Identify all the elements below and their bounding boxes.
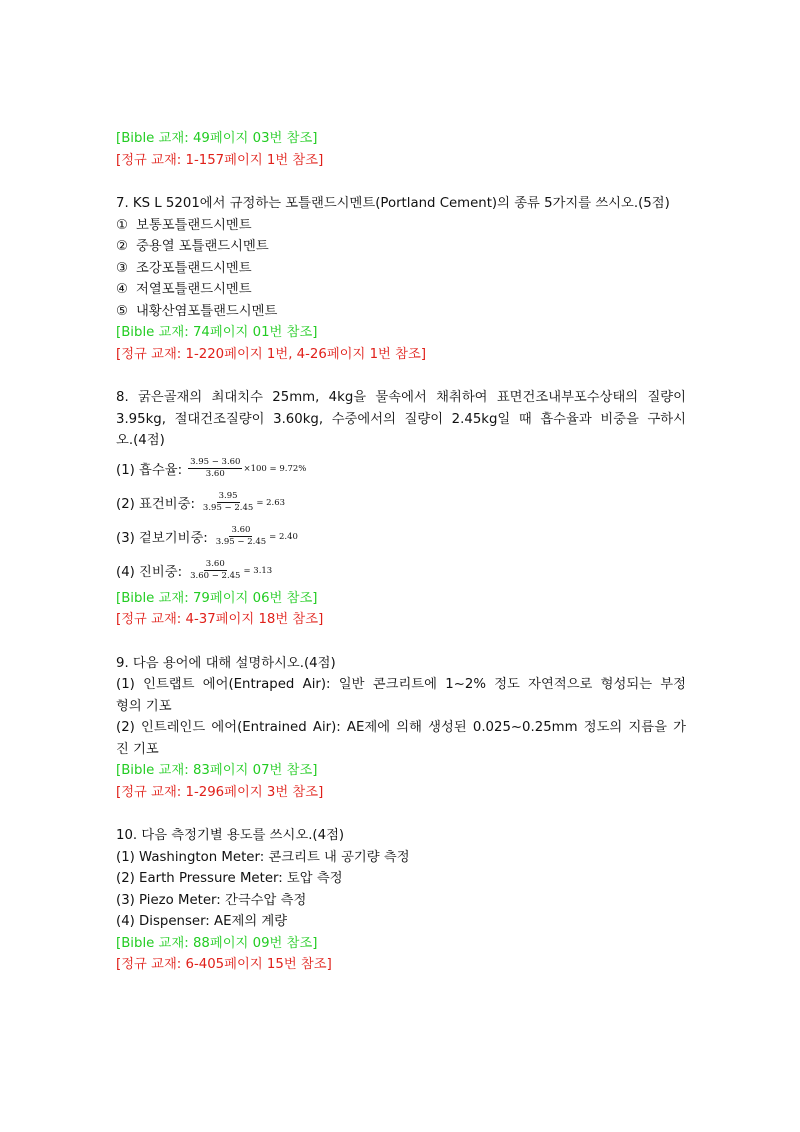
- fraction: [188, 457, 242, 480]
- q10-item-4: (4) Dispenser: AE제의 계량: [116, 914, 288, 929]
- q10-item-3: (3) Piezo Meter: 간극수압 측정: [116, 892, 307, 908]
- q9-item-1-line-2: 형의 기포: [116, 698, 172, 714]
- q8-question-line-1: 8. 굵은골재의 최대치수 25mm, 4kg을 물속에서 채취하여 표면건조내부포수상태의 질량이: [116, 390, 686, 405]
- q10-question: 10. 다음 측정기별 용도를 쓰시오.(4점): [116, 828, 345, 843]
- formula-label: (1) 흡수율:: [116, 463, 183, 478]
- q7-item-5: [116, 301, 686, 323]
- q10-item-1: (1) Washington Meter: 콘크리트 내 공기량 측정: [116, 849, 410, 865]
- q9-question: 9. 다음 용어에 대해 설명하시오.(4점): [116, 655, 336, 671]
- q9-bible-reference: [Bible 교재: 83페이지 07번 참조]: [116, 763, 318, 778]
- fraction: [214, 525, 268, 548]
- q7-item-3-mark: ③: [116, 260, 128, 276]
- q8-formula-bulk-gravity: [116, 520, 686, 554]
- fraction-numerator: 3.60: [205, 559, 225, 569]
- q7-item-5-mark: ⑤: [116, 303, 128, 319]
- formula-result: = 2.63: [256, 497, 286, 508]
- fraction-numerator: 3.95 − 3.60: [190, 457, 241, 467]
- q7-item-3-text: 조강포틀랜드시멘트: [136, 260, 252, 276]
- q9-regular-reference: [정규 교재: 1-296페이지 3번 참조]: [116, 784, 324, 800]
- q7-item-2-mark: ②: [116, 239, 128, 254]
- formula-result: ×100 = 9.72%: [243, 463, 307, 474]
- fraction-denominator: 3.95 − 2.45: [202, 503, 254, 513]
- fraction-denominator: 3.60: [205, 469, 225, 479]
- formula-label: (2) 표건비중:: [116, 497, 195, 512]
- q8-formula-ssd-gravity: [116, 486, 686, 520]
- q9-item-2-line-1: (2) 인트레인드 에어(Entrained Air): AE제에 의해 생성된 0.025~0.25mm 정도의 지름을 가: [116, 720, 686, 735]
- q10-regular-reference: [정규 교재: 6-405페이지 15번 참조]: [116, 957, 332, 972]
- fraction: [188, 559, 242, 582]
- spacer: [116, 365, 686, 387]
- q7-regular-reference: [정규 교재: 1-220페이지 1번, 4-26페이지 1번 참조]: [116, 346, 427, 362]
- q7-question: 7. KS L 5201에서 규정하는 포틀랜드시멘트(Portland Cement)의 종류 5가지를 쓰시오.(5점): [116, 196, 670, 211]
- q7-item-4-text: 저열포틀랜드시멘트: [136, 282, 252, 297]
- q7-item-4: [116, 279, 686, 301]
- document-page: [116, 128, 686, 976]
- spacer: [116, 803, 686, 825]
- q8-regular-reference: [정규 교재: 4-37페이지 18번 참조]: [116, 612, 324, 627]
- spacer: [116, 171, 686, 193]
- q7-item-1-text: 보통포틀랜드시멘트: [136, 217, 252, 233]
- fraction-numerator: 3.95: [218, 491, 238, 501]
- q6-bible-reference: [Bible 교재: 49페이지 03번 참조]: [116, 131, 318, 146]
- q8-formula-apparent-gravity: [116, 554, 686, 588]
- fraction-denominator: 3.60 − 2.45: [190, 571, 241, 581]
- q6-regular-reference: [정규 교재: 1-157페이지 1번 참조]: [116, 152, 324, 168]
- q8-question-line-3: 오.(4점): [116, 433, 165, 448]
- q9-item-1-line-1: (1) 인트랩트 에어(Entraped Air): 일반 콘크리트에 1~2% 정도 자연적으로 형성되는 부정: [116, 677, 686, 692]
- formula-result: = 2.40: [269, 531, 298, 542]
- fraction: [201, 491, 255, 514]
- q10-bible-reference: [Bible 교재: 88페이지 09번 참조]: [116, 935, 318, 951]
- q7-item-5-text: 내황산염포틀랜드시멘트: [136, 303, 278, 319]
- q7-item-2: [116, 236, 686, 258]
- q7-item-1: [116, 215, 686, 237]
- q7-bible-reference: [Bible 교재: 74페이지 01번 참조]: [116, 325, 318, 340]
- q7-item-3: [116, 258, 686, 280]
- fraction-denominator: 3.95 − 2.45: [215, 537, 267, 547]
- q10-item-2: (2) Earth Pressure Meter: 토압 측정: [116, 871, 343, 886]
- q7-item-4-mark: ④: [116, 282, 128, 297]
- formula-result: = 3.13: [243, 565, 273, 576]
- fraction-numerator: 3.60: [231, 525, 251, 535]
- formula-label: (4) 진비중:: [116, 565, 183, 580]
- spacer: [116, 631, 686, 653]
- q7-item-2-text: 중용열 포틀랜드시멘트: [136, 239, 269, 254]
- q9-item-2-line-2: 진 기포: [116, 741, 159, 757]
- q8-formula-absorption: [116, 452, 686, 486]
- formula-label: (3) 겉보기비중:: [116, 531, 208, 546]
- q8-bible-reference: [Bible 교재: 79페이지 06번 참조]: [116, 590, 318, 606]
- q8-question-line-2: 3.95kg, 절대건조질량이 3.60kg, 수중에서의 질량이 2.45kg일 때 흡수율과 비중을 구하시: [116, 411, 686, 427]
- q7-item-1-mark: ①: [116, 217, 128, 233]
